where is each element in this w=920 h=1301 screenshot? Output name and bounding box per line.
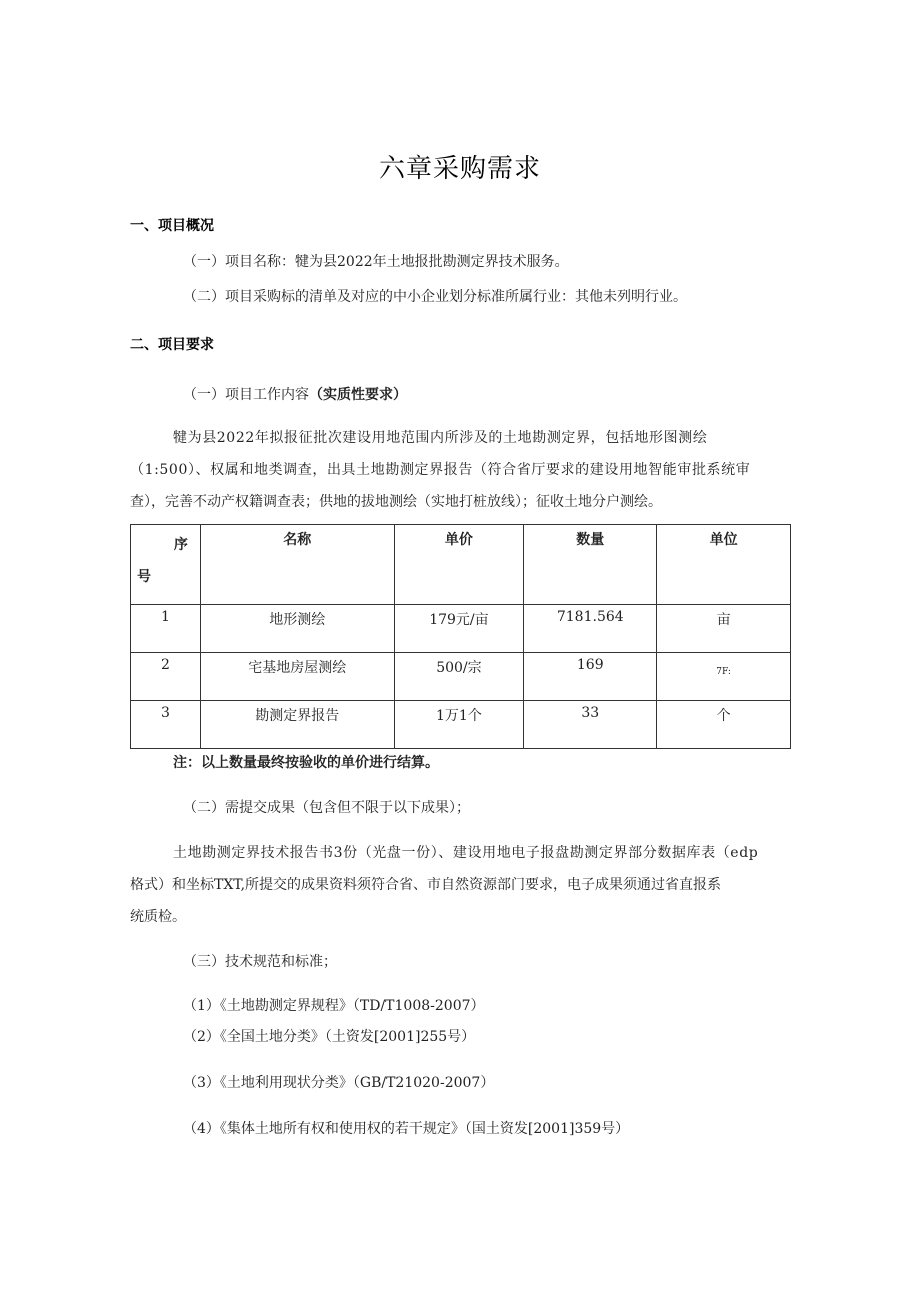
cell-seq: 2 <box>131 653 201 701</box>
standard-item: （3）《土地利用现状分类》（GB/T21020-2007） <box>183 1075 495 1091</box>
header-unit: 单位 <box>657 525 791 605</box>
standards-heading: （三）技术规范和标准； <box>183 954 337 970</box>
table-row <box>131 605 791 653</box>
standard-item: （4）《集体土地所有权和使用权的若干规定》（国土资发[2001]359号） <box>183 1121 630 1137</box>
header-qty: 数量 <box>524 525 657 605</box>
work-content-paragraph-line-1: 犍为县2022年拟报征批次建设用地范围内所涉及的土地勘测定界，包括地形图测绘 <box>173 430 708 446</box>
section-heading-requirements: 二、项目要求 <box>130 337 214 353</box>
header-seq-line2: 号 <box>137 569 151 585</box>
deliverables-paragraph-line-2: 格式）和坐标TXT,所提交的成果资料须符合省、市自然资源部门要求，电子成果须通过省直报系 <box>130 877 722 893</box>
cell-seq: 1 <box>131 605 201 653</box>
work-content-paragraph-line-3: 查），完善不动产权籍调查表；供地的拔地测绘（实地打桩放线）；征收土地分户测绘。 <box>130 494 662 510</box>
section-heading-overview: 一、项目概况 <box>130 218 214 234</box>
header-seq-line1: 序 <box>173 537 188 553</box>
cell-qty: 7181.564 <box>524 605 657 653</box>
deliverables-heading: （二）需提交成果（包含但不限于以下成果）； <box>183 800 470 816</box>
standard-item: （2）《全国土地分类》（土资发[2001]255号） <box>183 1029 476 1045</box>
cell-unit: 个 <box>657 701 791 749</box>
cell-price: 500/宗 <box>394 653 524 701</box>
cell-name: 勘测定界报告 <box>200 701 394 749</box>
header-price: 单价 <box>394 525 524 605</box>
project-name-line: （一）项目名称：犍为县2022年土地报批勘测定界技术服务。 <box>183 254 569 270</box>
cell-name: 地形测绘 <box>200 605 394 653</box>
work-content-paragraph-line-2: （1:500）、权属和地类调查，出具土地勘测定界报告（符合省厅要求的建设用地智能审批系统审 <box>130 462 751 478</box>
cell-qty: 33 <box>524 701 657 749</box>
table-note: 注：以上数量最终按验收的单价进行结算。 <box>173 755 439 771</box>
deliverables-paragraph-line-1: 土地勘测定界技术报告书3份（光盘一份）、建设用地电子报盘勘测定界部分数据库表（edp <box>173 845 759 861</box>
cell-price: 179元/亩 <box>394 605 524 653</box>
cell-unit <box>657 653 791 701</box>
work-content-label: （一）项目工作内容 <box>183 387 309 403</box>
deliverables-paragraph-line-3: 统质检。 <box>130 909 186 925</box>
cell-unit-text: 7F: <box>716 667 731 677</box>
work-content-heading <box>183 384 407 404</box>
cell-qty: 169 <box>524 653 657 701</box>
header-seq <box>131 525 201 605</box>
cell-unit: 亩 <box>657 605 791 653</box>
table-row <box>131 653 791 701</box>
standard-item: （1）《土地勘测定界规程》（TD/T1008-2007） <box>183 998 485 1014</box>
requirements-table <box>130 524 791 749</box>
cell-name: 宅基地房屋测绘 <box>200 653 394 701</box>
cell-seq: 3 <box>131 701 201 749</box>
substantive-requirement-label: （实质性要求） <box>309 387 407 403</box>
industry-line: （二）项目采购标的清单及对应的中小企业划分标准所属行业：其他未列明行业。 <box>183 289 687 305</box>
header-name: 名称 <box>200 525 394 605</box>
table-header-row <box>131 525 791 605</box>
table-row <box>131 701 791 749</box>
cell-price: 1万1个 <box>394 701 524 749</box>
page-title: 六章采购需求 <box>378 154 541 184</box>
